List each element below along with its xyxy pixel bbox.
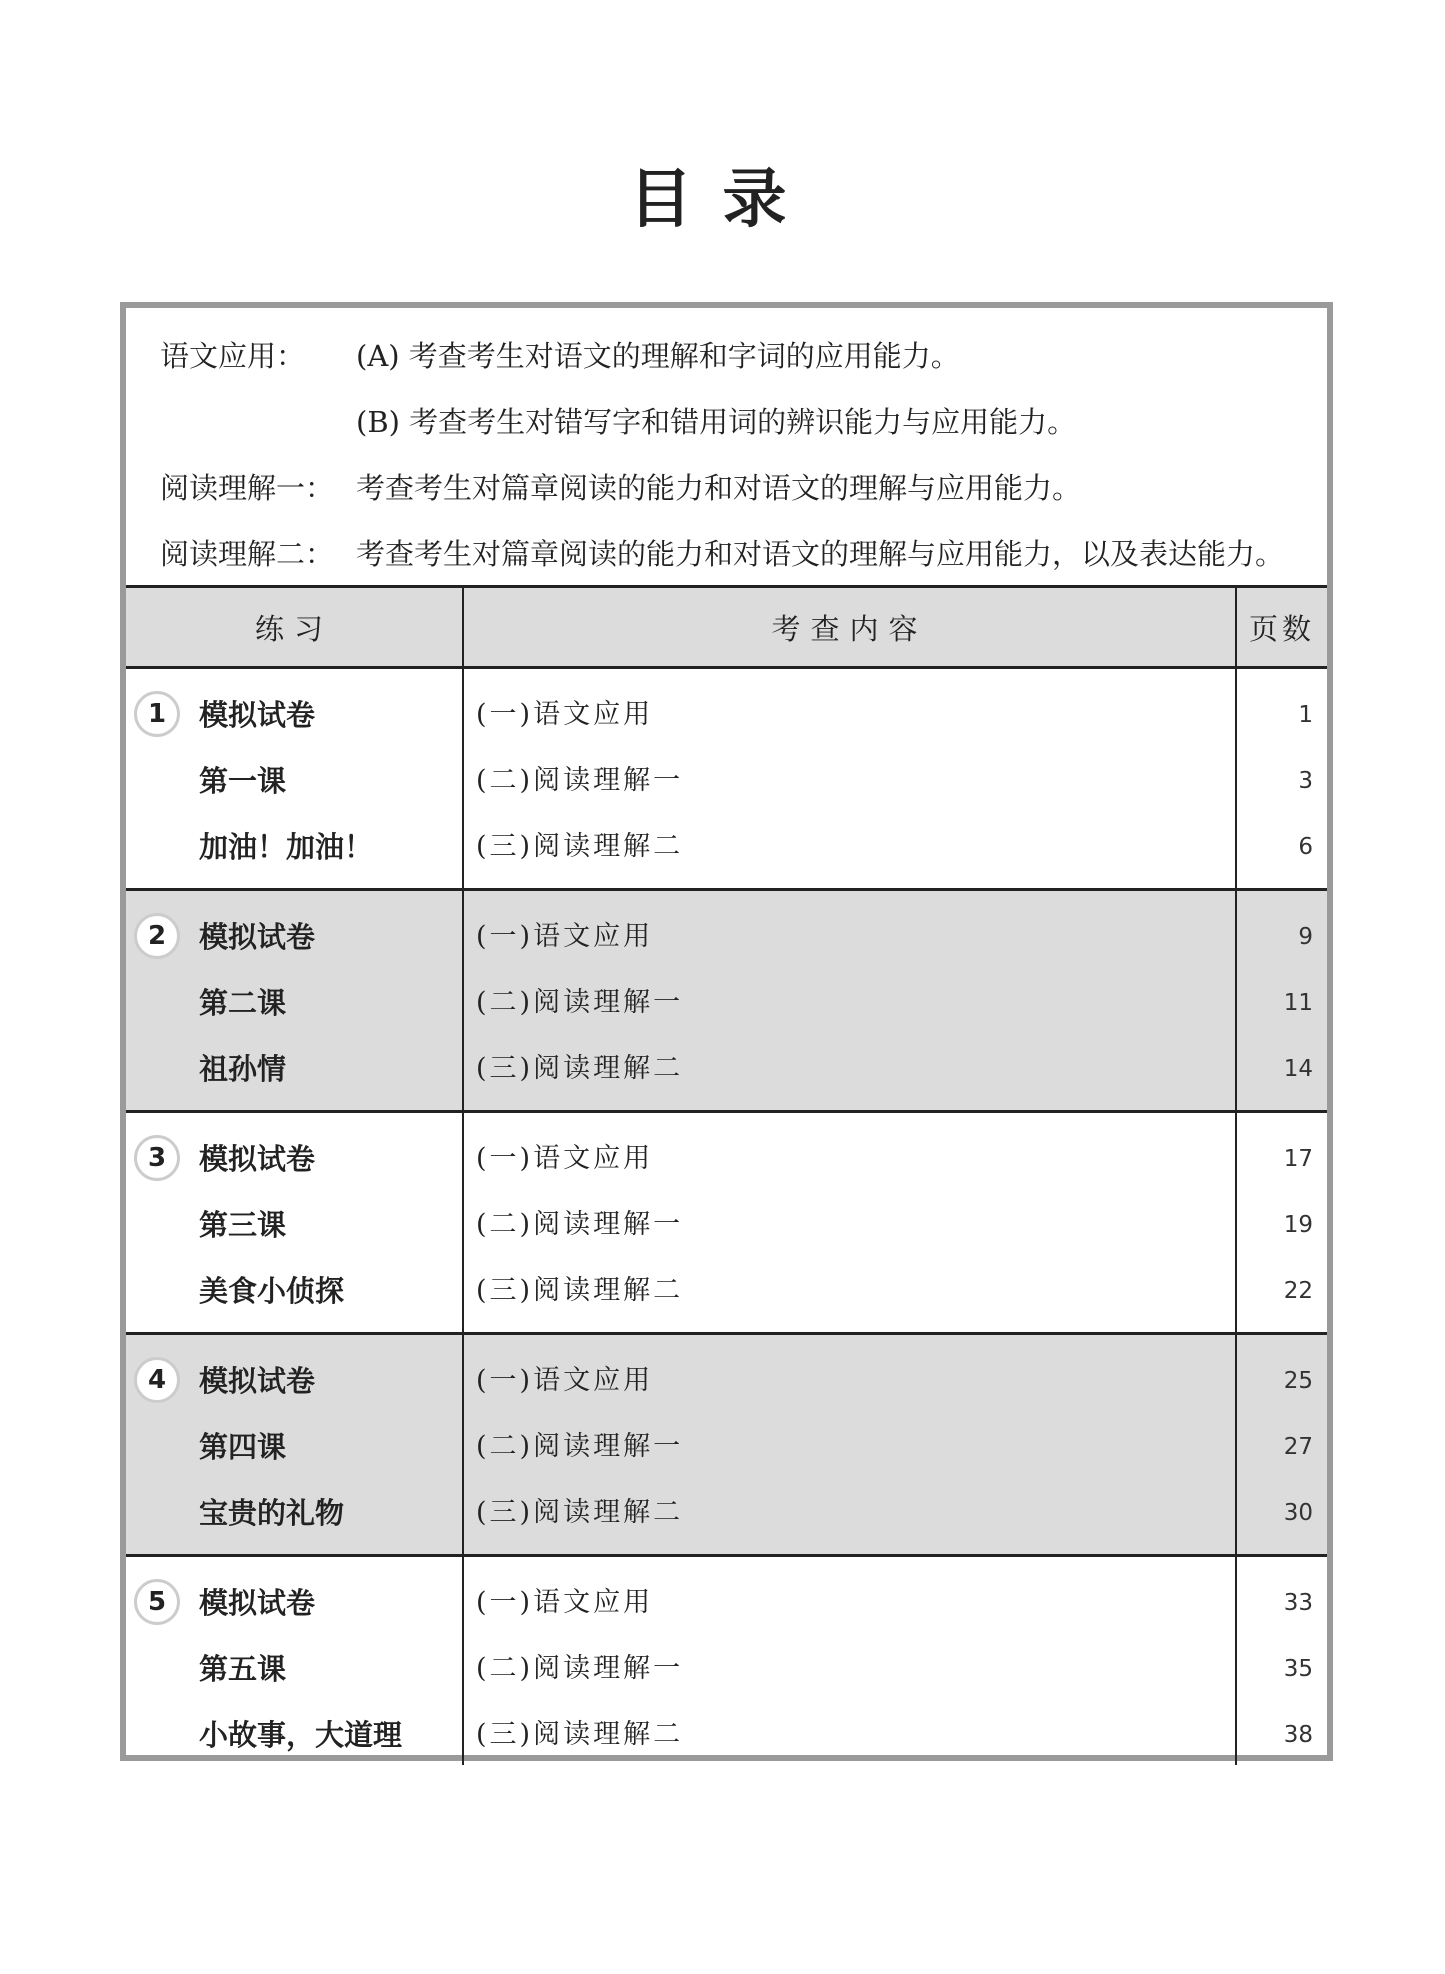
exercise-cell <box>126 891 464 1110</box>
intro-label: 阅读理解二： <box>160 537 335 571</box>
exercise-line: 祖孙情 <box>199 1052 287 1086</box>
page-number: 30 <box>1283 1500 1313 1526</box>
content-item: (三)阅读理解二 <box>476 1719 684 1750</box>
intro-line <box>160 400 1076 441</box>
header-content: 考查内容 <box>464 588 1237 666</box>
content-item: (一)语文应用 <box>476 1143 654 1174</box>
content-item: (二)阅读理解一 <box>476 1653 684 1684</box>
page-number: 17 <box>1283 1146 1313 1172</box>
content-item: (二)阅读理解一 <box>476 987 684 1018</box>
page-number: 25 <box>1283 1368 1313 1394</box>
exercise-line: 第三课 <box>199 1208 287 1242</box>
content-cell <box>464 1557 1237 1765</box>
exercise-line: 小故事，大道理 <box>199 1718 403 1752</box>
intro-text: 考查考生对篇章阅读的能力和对语文的理解与应用能力。 <box>356 471 1082 505</box>
table-header <box>126 588 1327 669</box>
exercise-cell <box>126 1557 464 1765</box>
exercise-line: 第四课 <box>199 1430 287 1464</box>
exercise-line: 模拟试卷 <box>199 1142 316 1176</box>
table-row <box>126 1335 1327 1557</box>
page-number: 38 <box>1283 1722 1313 1748</box>
exercise-line: 第二课 <box>199 986 287 1020</box>
content-item: (二)阅读理解一 <box>476 1431 684 1462</box>
exercise-number-badge: 4 <box>134 1357 180 1403</box>
pages-cell <box>1237 1335 1327 1554</box>
content-cell <box>464 669 1237 888</box>
pages-cell <box>1237 891 1327 1110</box>
exercise-line: 模拟试卷 <box>199 920 316 954</box>
content-item: (一)语文应用 <box>476 921 654 952</box>
exercise-number-badge: 3 <box>134 1135 180 1181</box>
content-item: (三)阅读理解二 <box>476 1275 684 1306</box>
exercise-line: 加油！加油！ <box>199 830 374 864</box>
page-number: 22 <box>1283 1278 1313 1304</box>
header-exercise: 练习 <box>126 588 464 666</box>
page-number: 3 <box>1298 768 1313 794</box>
intro-label: 阅读理解一： <box>160 471 335 505</box>
exercise-cell <box>126 669 464 888</box>
content-item: (二)阅读理解一 <box>476 765 684 796</box>
exercise-line: 第五课 <box>199 1652 287 1686</box>
intro-line <box>160 466 1081 507</box>
exercise-number-badge: 2 <box>134 913 180 959</box>
content-cell <box>464 891 1237 1110</box>
content-cell <box>464 1335 1237 1554</box>
exercise-cell <box>126 1113 464 1332</box>
exercise-line: 宝贵的礼物 <box>199 1496 345 1530</box>
exercise-number-badge: 5 <box>134 1579 180 1625</box>
table-row <box>126 1557 1327 1765</box>
exercise-line: 模拟试卷 <box>199 1364 316 1398</box>
page-number: 33 <box>1283 1590 1313 1616</box>
table-row <box>126 669 1327 891</box>
content-item: (一)语文应用 <box>476 699 654 730</box>
content-item: (三)阅读理解二 <box>476 831 684 862</box>
page-number: 14 <box>1283 1056 1313 1082</box>
page-title: 目录 <box>628 163 817 237</box>
page-number: 11 <box>1283 990 1313 1016</box>
table-row <box>126 1113 1327 1335</box>
content-item: (一)语文应用 <box>476 1365 654 1396</box>
content-item: (三)阅读理解二 <box>476 1497 684 1528</box>
exercise-line: 美食小侦探 <box>199 1274 345 1308</box>
intro-text: 考查考生对篇章阅读的能力和对语文的理解与应用能力，以及表达能力。 <box>356 537 1285 571</box>
intro-text: (B) 考查考生对错写字和错用词的辨识能力与应用能力。 <box>356 405 1077 439</box>
intro-text: (A) 考查考生对语文的理解和字词的应用能力。 <box>356 339 960 373</box>
exercise-line: 第一课 <box>199 764 287 798</box>
table-row <box>126 891 1327 1113</box>
content-item: (三)阅读理解二 <box>476 1053 684 1084</box>
page-number: 6 <box>1298 834 1313 860</box>
page-number: 9 <box>1298 924 1313 950</box>
page-number: 1 <box>1298 702 1313 728</box>
exercise-line: 模拟试卷 <box>199 698 316 732</box>
exercise-line: 模拟试卷 <box>199 1586 316 1620</box>
content-cell <box>464 1113 1237 1332</box>
intro-line <box>160 532 1284 573</box>
pages-cell <box>1237 1113 1327 1332</box>
toc-box <box>120 302 1333 1761</box>
intro-label: 语文应用： <box>160 339 306 373</box>
pages-cell <box>1237 1557 1327 1765</box>
header-pages: 页数 <box>1248 611 1315 646</box>
content-item: (一)语文应用 <box>476 1587 654 1618</box>
content-item: (二)阅读理解一 <box>476 1209 684 1240</box>
page-number: 35 <box>1283 1656 1313 1682</box>
intro-line <box>160 334 960 375</box>
page-number: 27 <box>1283 1434 1313 1460</box>
pages-cell <box>1237 669 1327 888</box>
page-number: 19 <box>1283 1212 1313 1238</box>
toc-table <box>126 585 1327 1765</box>
exercise-cell <box>126 1335 464 1554</box>
exercise-number-badge: 1 <box>134 691 180 737</box>
